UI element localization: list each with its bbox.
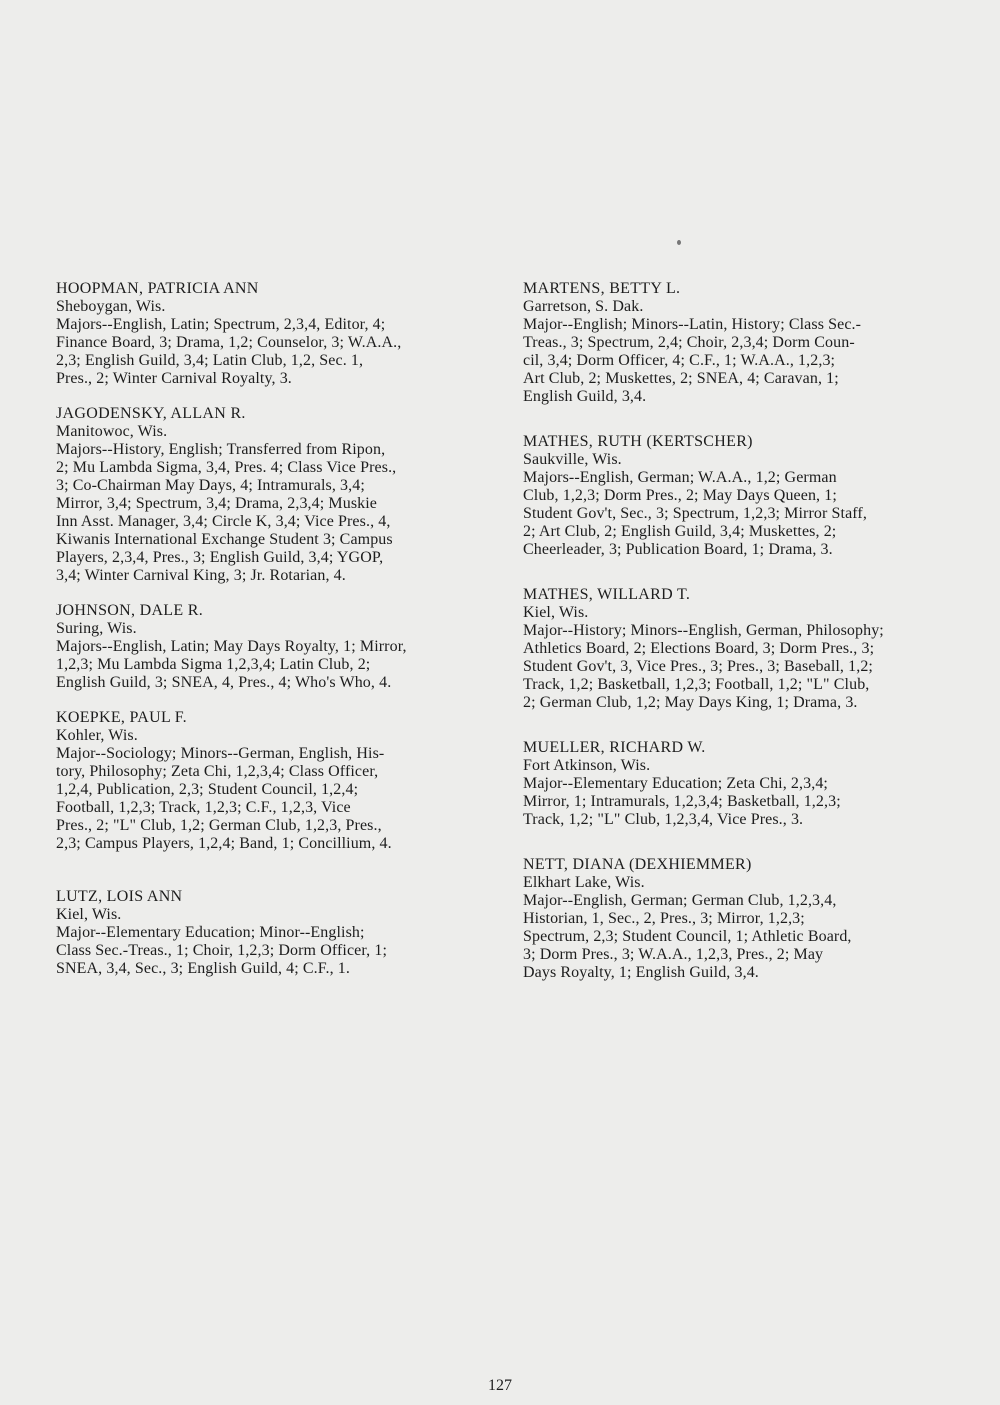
- student-detail-line: Football, 1,2,3; Track, 1,2,3; C.F., 1,2,3, Vice: [56, 799, 351, 816]
- student-name: JOHNSON, DALE R.: [56, 602, 204, 619]
- student-detail-line: Players, 2,3,4, Pres., 3; English Guild, 3,4; YGOP,: [56, 549, 384, 566]
- student-detail-line: SNEA, 3,4, Sec., 3; English Guild, 4; C.F., 1.: [56, 960, 350, 977]
- student-hometown: Garretson, S. Dak.: [523, 298, 644, 315]
- student-detail-line: Class Sec.-Treas., 1; Choir, 1,2,3; Dorm Officer, 1;: [56, 942, 387, 959]
- student-hometown: Kiel, Wis.: [523, 604, 589, 621]
- student-detail-line: Major--History; Minors--English, German, Philosophy;: [523, 622, 884, 639]
- student-entry: [523, 280, 963, 406]
- student-detail-line: Major--Elementary Education; Zeta Chi, 2,3,4;: [523, 775, 828, 792]
- student-detail-line: Kiwanis International Exchange Student 3; Campus: [56, 531, 393, 548]
- student-detail-line: Inn Asst. Manager, 3,4; Circle K, 3,4; Vice Pres., 4,: [56, 513, 391, 530]
- student-hometown: Kiel, Wis.: [56, 906, 122, 923]
- student-detail-line: Club, 1,2,3; Dorm Pres., 2; May Days Queen, 1;: [523, 487, 837, 504]
- student-hometown: Elkhart Lake, Wis.: [523, 874, 645, 891]
- student-entry: [56, 405, 496, 585]
- student-detail-line: 1,2,3; Mu Lambda Sigma 1,2,3,4; Latin Club, 2;: [56, 656, 371, 673]
- student-hometown: Saukville, Wis.: [523, 451, 622, 468]
- student-detail-line: tory, Philosophy; Zeta Chi, 1,2,3,4; Class Officer,: [56, 763, 379, 780]
- student-detail-line: Mirror, 1; Intramurals, 1,2,3,4; Basketball, 1,2,3;: [523, 793, 841, 810]
- student-name: JAGODENSKY, ALLAN R.: [56, 405, 246, 422]
- student-detail-line: 2; Mu Lambda Sigma, 3,4, Pres. 4; Class Vice Pres.,: [56, 459, 397, 476]
- print-speck: [677, 240, 681, 245]
- student-detail-line: English Guild, 3,4.: [523, 388, 647, 405]
- student-hometown: Kohler, Wis.: [56, 727, 138, 744]
- student-entry: [523, 433, 963, 559]
- student-name: MUELLER, RICHARD W.: [523, 739, 706, 756]
- student-detail-line: Mirror, 3,4; Spectrum, 3,4; Drama, 2,3,4; Muskie: [56, 495, 378, 512]
- student-entry: [523, 856, 963, 982]
- student-detail-line: English Guild, 3; SNEA, 4, Pres., 4; Who's Who, 4.: [56, 674, 392, 691]
- student-entry: [523, 586, 963, 712]
- student-detail-line: Spectrum, 2,3; Student Council, 1; Athletic Board,: [523, 928, 852, 945]
- student-detail-line: Treas., 3; Spectrum, 2,4; Choir, 2,3,4; Dorm Coun-: [523, 334, 855, 351]
- student-detail-line: Track, 1,2; Basketball, 1,2,3; Football, 1,2; "L" Club,: [523, 676, 870, 693]
- student-detail-line: 2,3; English Guild, 3,4; Latin Club, 1,2, Sec. 1,: [56, 352, 364, 369]
- student-detail-line: 3,4; Winter Carnival King, 3; Jr. Rotarian, 4.: [56, 567, 346, 584]
- student-entry: [56, 602, 496, 692]
- page-number: 127: [488, 1377, 512, 1394]
- student-name: NETT, DIANA (DEXHIEMMER): [523, 856, 752, 873]
- student-detail-line: Cheerleader, 3; Publication Board, 1; Drama, 3.: [523, 541, 833, 558]
- student-hometown: Suring, Wis.: [56, 620, 137, 637]
- student-name: MATHES, RUTH (KERTSCHER): [523, 433, 753, 450]
- student-detail-line: 2,3; Campus Players, 1,2,4; Band, 1; Concillium, 4.: [56, 835, 392, 852]
- student-detail-line: 1,2,4, Publication, 2,3; Student Council, 1,2,4;: [56, 781, 359, 798]
- student-detail-line: Art Club, 2; Muskettes, 2; SNEA, 4; Caravan, 1;: [523, 370, 839, 387]
- student-detail-line: Student Gov't, 3, Vice Pres., 3; Pres., 3; Baseball, 1,2;: [523, 658, 873, 675]
- student-detail-line: Pres., 2; "L" Club, 1,2; German Club, 1,2,3, Pres.,: [56, 817, 382, 834]
- student-entry: [56, 709, 496, 853]
- student-detail-line: Track, 1,2; "L" Club, 1,2,3,4, Vice Pres., 3.: [523, 811, 804, 828]
- student-hometown: Fort Atkinson, Wis.: [523, 757, 651, 774]
- student-detail-line: Historian, 1, Sec., 2, Pres., 3; Mirror, 1,2,3;: [523, 910, 805, 927]
- student-name: MARTENS, BETTY L.: [523, 280, 681, 297]
- student-detail-line: 3; Co-Chairman May Days, 4; Intramurals, 3,4;: [56, 477, 365, 494]
- student-detail-line: Majors--History, English; Transferred from Ripon,: [56, 441, 386, 458]
- student-detail-line: Major--Sociology; Minors--German, English, His-: [56, 745, 385, 762]
- student-detail-line: Major--English, German; German Club, 1,2,3,4,: [523, 892, 837, 909]
- student-detail-line: cil, 3,4; Dorm Officer, 4; C.F., 1; W.A.A., 1,2,3;: [523, 352, 836, 369]
- student-detail-line: Majors--English, Latin; Spectrum, 2,3,4, Editor, 4;: [56, 316, 386, 333]
- student-hometown: Sheboygan, Wis.: [56, 298, 166, 315]
- student-entry: [523, 739, 963, 829]
- student-detail-line: Majors--English, Latin; May Days Royalty, 1; Mirror,: [56, 638, 407, 655]
- student-entry: [56, 280, 496, 388]
- student-detail-line: Finance Board, 3; Drama, 1,2; Counselor, 3; W.A.A.,: [56, 334, 402, 351]
- student-detail-line: Major--English; Minors--Latin, History; Class Sec.-: [523, 316, 862, 333]
- student-entry: [56, 888, 496, 978]
- student-detail-line: Majors--English, German; W.A.A., 1,2; German: [523, 469, 837, 486]
- left-column: [56, 280, 496, 978]
- student-detail-line: 3; Dorm Pres., 3; W.A.A., 1,2,3, Pres., 2; May: [523, 946, 824, 963]
- student-name: HOOPMAN, PATRICIA ANN: [56, 280, 259, 297]
- student-name: KOEPKE, PAUL F.: [56, 709, 187, 726]
- student-detail-line: Major--Elementary Education; Minor--English;: [56, 924, 365, 941]
- student-detail-line: Days Royalty, 1; English Guild, 3,4.: [523, 964, 759, 981]
- student-detail-line: 2; Art Club, 2; English Guild, 3,4; Muskettes, 2;: [523, 523, 837, 540]
- student-hometown: Manitowoc, Wis.: [56, 423, 168, 440]
- student-name: LUTZ, LOIS ANN: [56, 888, 183, 905]
- student-detail-line: Athletics Board, 2; Elections Board, 3; Dorm Pres., 3;: [523, 640, 875, 657]
- student-name: MATHES, WILLARD T.: [523, 586, 691, 603]
- student-detail-line: Student Gov't, Sec., 3; Spectrum, 1,2,3; Mirror Staff,: [523, 505, 867, 522]
- right-column: [523, 280, 963, 982]
- student-detail-line: Pres., 2; Winter Carnival Royalty, 3.: [56, 370, 292, 387]
- student-detail-line: 2; German Club, 1,2; May Days King, 1; Drama, 3.: [523, 694, 858, 711]
